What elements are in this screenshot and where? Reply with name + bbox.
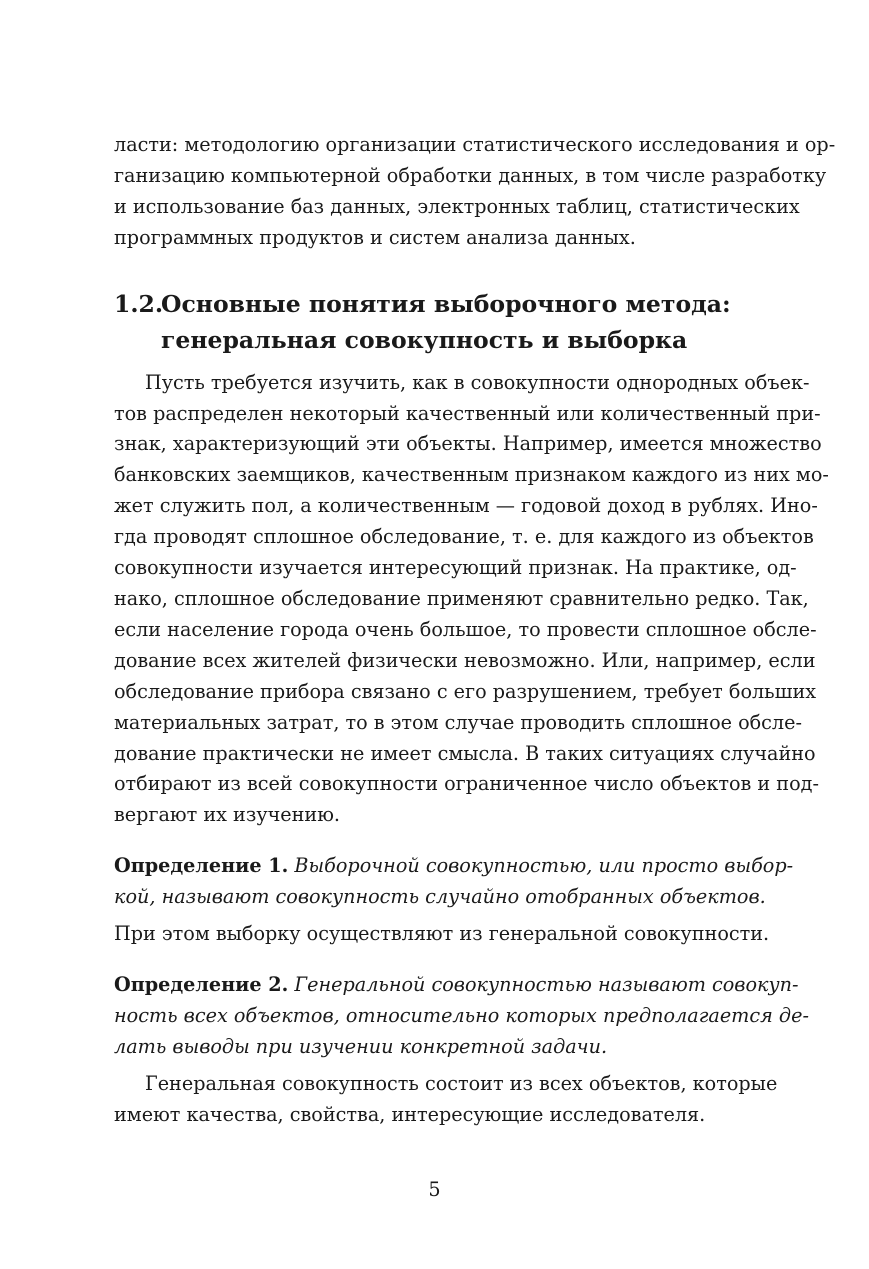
main-line: дование практически не имеет смысла. В таких ситуациях случайно — [114, 741, 816, 765]
main-line: вергают их изучению. — [114, 803, 341, 827]
intro-line: ласти: методологию организации статистического исследования и ор- — [114, 133, 836, 156]
closing-line: имеют качества, свойства, интересующие исследователя. — [114, 1102, 706, 1126]
page-body — [114, 130, 836, 1130]
definition-2-line1 — [114, 970, 799, 1001]
closing-paragraph — [114, 1069, 778, 1131]
definition-1-label: Определение 1. — [114, 854, 289, 878]
definition-2-label: Определение 2. — [114, 972, 289, 996]
main-line: обследование прибора связано с его разрушением, требует больших — [114, 679, 817, 703]
main-line: тов распределен некоторый качественный или количественный при- — [114, 401, 821, 425]
main-line: знак, характеризующий эти объекты. Например, имеется множество — [114, 432, 822, 456]
intro-line: программных продуктов и систем анализа данных. — [114, 225, 636, 249]
main-line: если население города очень большое, то провести сплошное обсле- — [114, 617, 817, 641]
intro-line: и использование баз данных, электронных таблиц, статистических — [114, 194, 800, 218]
section-number: 1.2. — [114, 289, 164, 318]
section-title-line1: Основные понятия выборочного метода: — [161, 289, 731, 318]
closing-line: Генеральная совокупность состоит из всех объектов, которые — [145, 1071, 778, 1095]
main-line: Пусть требуется изучить, как в совокупности однородных объек- — [145, 370, 810, 394]
intro-paragraph — [114, 130, 836, 254]
main-line: совокупности изучается интересующий признак. На практике, од- — [114, 556, 797, 580]
definition-2-text-line1: Генеральной совокупностью называют совокуп- — [294, 972, 799, 996]
section-heading — [114, 286, 762, 358]
definition-1 — [114, 851, 794, 913]
definition-1-text-line2: кой, называют совокупность случайно отобранных объектов. — [114, 885, 766, 909]
definition-2-text-line2: ность всех объектов, относительно которых предполагается де- — [114, 1003, 809, 1027]
definition-1-text-line1: Выборочной совокупностью, или просто выбор- — [294, 854, 794, 878]
main-line: материальных затрат, то в этом случае проводить сплошное обсле- — [114, 710, 802, 734]
main-line: отбирают из всей совокупности ограниченное число объектов и под- — [114, 772, 819, 796]
definition-1-line1 — [114, 851, 794, 882]
definition-2 — [114, 970, 809, 1063]
intro-line: ганизацию компьютерной обработки данных, в том числе разработку — [114, 163, 827, 187]
main-line: нако, сплошное обследование применяют сравнительно редко. Так, — [114, 586, 809, 610]
after-definition-1 — [114, 919, 770, 950]
section-title — [161, 286, 762, 358]
main-line: дование всех жителей физически невозможно. Или, например, если — [114, 648, 816, 672]
after-definition-1-text: При этом выборку осуществляют из генеральной совокупности. — [114, 922, 770, 946]
page-number: 5 — [428, 1178, 441, 1201]
main-line: гда проводят сплошное обследование, т. е. для каждого из объектов — [114, 525, 814, 549]
main-line: жет служить пол, а количественным — годовой доход в рублях. Ино- — [114, 494, 818, 518]
main-paragraph — [114, 368, 829, 832]
section-title-line2: генеральная совокупность и выборка — [161, 325, 688, 354]
definition-2-text-line3: лать выводы при изучении конкретной задачи. — [114, 1034, 608, 1058]
main-line: банковских заемщиков, качественным признаком каждого из них мо- — [114, 463, 829, 487]
